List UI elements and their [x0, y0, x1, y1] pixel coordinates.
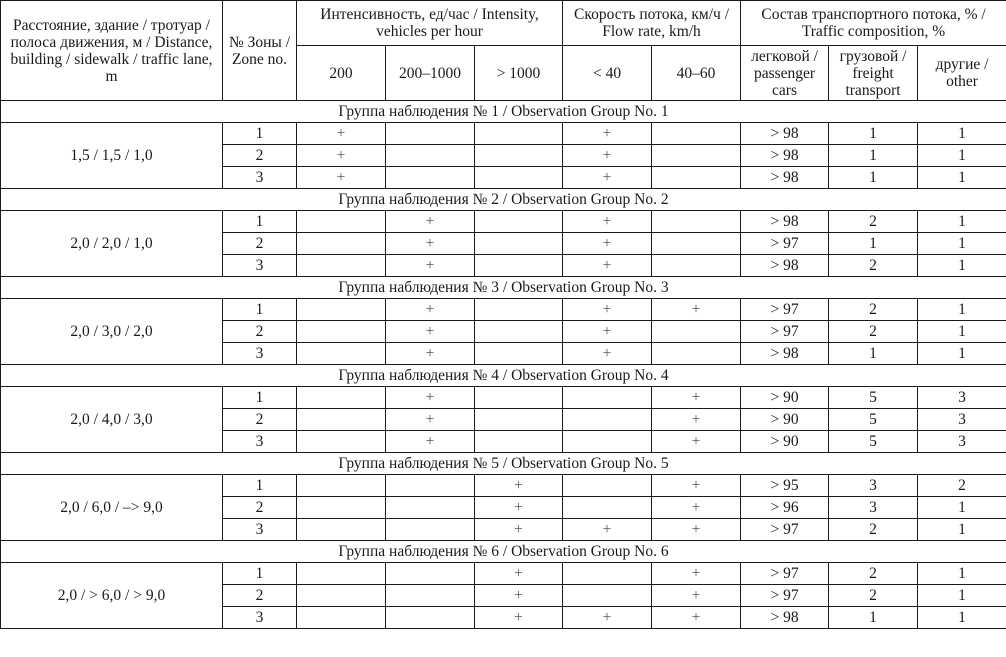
intensity-over-1000-cell: [475, 387, 563, 409]
other-cell: 1: [918, 585, 1006, 607]
passenger-cars-cell: > 90: [741, 409, 829, 431]
intensity-200-1000-cell: [386, 145, 475, 167]
passenger-cars-cell: > 97: [741, 233, 829, 255]
header-passenger-cars: легковой / passenger cars: [741, 46, 829, 101]
speed-under-40-cell: +: [563, 233, 652, 255]
intensity-over-1000-cell: [475, 343, 563, 365]
intensity-200-1000-cell: +: [386, 299, 475, 321]
speed-40-60-cell: +: [652, 497, 741, 519]
speed-40-60-cell: [652, 233, 741, 255]
freight-cell: 1: [829, 145, 918, 167]
zone-cell: 2: [223, 409, 297, 431]
intensity-over-1000-cell: +: [475, 475, 563, 497]
zone-cell: 1: [223, 387, 297, 409]
passenger-cars-cell: > 97: [741, 321, 829, 343]
speed-under-40-cell: +: [563, 167, 652, 189]
zone-cell: 3: [223, 255, 297, 277]
intensity-200-cell: [297, 299, 386, 321]
group-header-row: [1, 365, 1006, 387]
speed-40-60-cell: [652, 255, 741, 277]
intensity-200-cell: [297, 431, 386, 453]
zone-cell: 1: [223, 563, 297, 585]
intensity-200-cell: [297, 585, 386, 607]
other-cell: 1: [918, 255, 1006, 277]
header-speed-40-60: 40–60: [652, 46, 741, 101]
header-freight-transport: грузовой / freight transport: [829, 46, 918, 101]
intensity-200-1000-cell: +: [386, 211, 475, 233]
passenger-cars-cell: > 98: [741, 607, 829, 629]
zone-cell: 3: [223, 431, 297, 453]
passenger-cars-cell: > 98: [741, 211, 829, 233]
speed-under-40-cell: [563, 409, 652, 431]
speed-40-60-cell: +: [652, 299, 741, 321]
group-title: Группа наблюдения № 5 / Observation Group No. 5: [1, 453, 1006, 475]
table-row: [1, 475, 1006, 497]
distance-cell: 2,0 / 6,0 / –> 9,0: [1, 475, 223, 541]
intensity-200-1000-cell: [386, 519, 475, 541]
passenger-cars-cell: > 96: [741, 497, 829, 519]
intensity-200-cell: [297, 343, 386, 365]
speed-under-40-cell: +: [563, 299, 652, 321]
header-distance: Расстояние, здание / тротуар / полоса движения, м / Distance, building / sidewalk / traffic lane, m: [1, 1, 223, 101]
freight-cell: 5: [829, 387, 918, 409]
zone-cell: 1: [223, 299, 297, 321]
intensity-200-1000-cell: +: [386, 343, 475, 365]
freight-cell: 1: [829, 167, 918, 189]
group-header-row: [1, 277, 1006, 299]
distance-cell: 2,0 / 4,0 / 3,0: [1, 387, 223, 453]
intensity-200-1000-cell: +: [386, 321, 475, 343]
other-cell: 1: [918, 607, 1006, 629]
speed-under-40-cell: [563, 563, 652, 585]
zone-cell: 2: [223, 233, 297, 255]
intensity-over-1000-cell: [475, 431, 563, 453]
intensity-200-1000-cell: [386, 167, 475, 189]
table-row: [1, 387, 1006, 409]
other-cell: 1: [918, 123, 1006, 145]
intensity-over-1000-cell: +: [475, 563, 563, 585]
speed-under-40-cell: +: [563, 211, 652, 233]
passenger-cars-cell: > 98: [741, 167, 829, 189]
header-intensity-200: 200: [297, 46, 386, 101]
header-composition: Состав транспортного потока, % / Traffic composition, %: [741, 1, 1006, 46]
passenger-cars-cell: > 97: [741, 299, 829, 321]
zone-cell: 3: [223, 607, 297, 629]
speed-under-40-cell: [563, 585, 652, 607]
zone-cell: 3: [223, 167, 297, 189]
speed-under-40-cell: +: [563, 607, 652, 629]
header-speed-under-40: < 40: [563, 46, 652, 101]
other-cell: 1: [918, 211, 1006, 233]
header-intensity: Интенсивность, ед/час / Intensity, vehicles per hour: [297, 1, 563, 46]
distance-cell: 2,0 / 2,0 / 1,0: [1, 211, 223, 277]
intensity-200-cell: [297, 497, 386, 519]
other-cell: 3: [918, 409, 1006, 431]
other-cell: 3: [918, 387, 1006, 409]
intensity-over-1000-cell: [475, 211, 563, 233]
speed-under-40-cell: +: [563, 255, 652, 277]
speed-40-60-cell: +: [652, 475, 741, 497]
other-cell: 1: [918, 145, 1006, 167]
group-header-row: [1, 101, 1006, 123]
speed-40-60-cell: +: [652, 607, 741, 629]
freight-cell: 1: [829, 123, 918, 145]
header-intensity-over-1000: > 1000: [475, 46, 563, 101]
speed-40-60-cell: +: [652, 519, 741, 541]
intensity-over-1000-cell: [475, 255, 563, 277]
zone-cell: 1: [223, 123, 297, 145]
speed-40-60-cell: [652, 321, 741, 343]
intensity-over-1000-cell: [475, 321, 563, 343]
speed-40-60-cell: +: [652, 409, 741, 431]
intensity-200-cell: +: [297, 145, 386, 167]
other-cell: 1: [918, 497, 1006, 519]
intensity-200-1000-cell: +: [386, 409, 475, 431]
intensity-200-cell: [297, 475, 386, 497]
speed-under-40-cell: [563, 387, 652, 409]
zone-cell: 1: [223, 211, 297, 233]
other-cell: 1: [918, 299, 1006, 321]
distance-cell: 2,0 / > 6,0 / > 9,0: [1, 563, 223, 629]
speed-40-60-cell: [652, 145, 741, 167]
group-title: Группа наблюдения № 1 / Observation Group No. 1: [1, 101, 1006, 123]
freight-cell: 2: [829, 321, 918, 343]
table-row: [1, 211, 1006, 233]
intensity-200-cell: [297, 607, 386, 629]
intensity-200-1000-cell: [386, 497, 475, 519]
intensity-200-1000-cell: [386, 475, 475, 497]
passenger-cars-cell: > 97: [741, 563, 829, 585]
table-row: [1, 123, 1006, 145]
speed-40-60-cell: [652, 123, 741, 145]
header-speed: Скорость потока, км/ч / Flow rate, km/h: [563, 1, 741, 46]
passenger-cars-cell: > 98: [741, 145, 829, 167]
freight-cell: 2: [829, 211, 918, 233]
other-cell: 1: [918, 167, 1006, 189]
intensity-over-1000-cell: [475, 145, 563, 167]
speed-under-40-cell: +: [563, 343, 652, 365]
group-title: Группа наблюдения № 4 / Observation Group No. 4: [1, 365, 1006, 387]
speed-under-40-cell: [563, 431, 652, 453]
intensity-200-1000-cell: +: [386, 387, 475, 409]
speed-under-40-cell: [563, 497, 652, 519]
other-cell: 1: [918, 321, 1006, 343]
speed-under-40-cell: +: [563, 145, 652, 167]
speed-40-60-cell: [652, 167, 741, 189]
intensity-200-1000-cell: +: [386, 431, 475, 453]
intensity-200-cell: [297, 563, 386, 585]
passenger-cars-cell: > 98: [741, 343, 829, 365]
speed-under-40-cell: +: [563, 123, 652, 145]
group-title: Группа наблюдения № 3 / Observation Group No. 3: [1, 277, 1006, 299]
intensity-200-cell: [297, 409, 386, 431]
intensity-over-1000-cell: [475, 167, 563, 189]
intensity-200-cell: [297, 211, 386, 233]
zone-cell: 2: [223, 585, 297, 607]
freight-cell: 2: [829, 255, 918, 277]
freight-cell: 1: [829, 607, 918, 629]
other-cell: 3: [918, 431, 1006, 453]
group-header-row: [1, 189, 1006, 211]
group-title: Группа наблюдения № 6 / Observation Group No. 6: [1, 541, 1006, 563]
distance-cell: 2,0 / 3,0 / 2,0: [1, 299, 223, 365]
zone-cell: 2: [223, 145, 297, 167]
other-cell: 1: [918, 233, 1006, 255]
intensity-200-cell: +: [297, 123, 386, 145]
intensity-over-1000-cell: +: [475, 607, 563, 629]
passenger-cars-cell: > 97: [741, 585, 829, 607]
group-header-row: [1, 541, 1006, 563]
zone-cell: 2: [223, 497, 297, 519]
group-title: Группа наблюдения № 2 / Observation Group No. 2: [1, 189, 1006, 211]
intensity-over-1000-cell: +: [475, 585, 563, 607]
intensity-200-1000-cell: [386, 123, 475, 145]
intensity-over-1000-cell: [475, 233, 563, 255]
intensity-over-1000-cell: +: [475, 519, 563, 541]
speed-40-60-cell: +: [652, 431, 741, 453]
zone-cell: 2: [223, 321, 297, 343]
freight-cell: 2: [829, 299, 918, 321]
speed-40-60-cell: +: [652, 387, 741, 409]
freight-cell: 1: [829, 233, 918, 255]
intensity-200-cell: [297, 233, 386, 255]
zone-cell: 1: [223, 475, 297, 497]
intensity-200-cell: +: [297, 167, 386, 189]
freight-cell: 1: [829, 343, 918, 365]
header-zone: № Зоны / Zone no.: [223, 1, 297, 101]
other-cell: 1: [918, 519, 1006, 541]
freight-cell: 3: [829, 475, 918, 497]
other-cell: 1: [918, 343, 1006, 365]
intensity-over-1000-cell: [475, 299, 563, 321]
passenger-cars-cell: > 90: [741, 387, 829, 409]
speed-40-60-cell: [652, 211, 741, 233]
freight-cell: 3: [829, 497, 918, 519]
speed-40-60-cell: [652, 343, 741, 365]
other-cell: 2: [918, 475, 1006, 497]
intensity-200-cell: [297, 519, 386, 541]
intensity-200-1000-cell: [386, 607, 475, 629]
intensity-over-1000-cell: +: [475, 497, 563, 519]
header-intensity-200-1000: 200–1000: [386, 46, 475, 101]
freight-cell: 2: [829, 563, 918, 585]
passenger-cars-cell: > 98: [741, 255, 829, 277]
passenger-cars-cell: > 97: [741, 519, 829, 541]
intensity-200-cell: [297, 387, 386, 409]
zone-cell: 3: [223, 519, 297, 541]
other-cell: 1: [918, 563, 1006, 585]
intensity-200-1000-cell: [386, 563, 475, 585]
intensity-over-1000-cell: [475, 409, 563, 431]
group-header-row: [1, 453, 1006, 475]
speed-40-60-cell: +: [652, 563, 741, 585]
passenger-cars-cell: > 98: [741, 123, 829, 145]
intensity-200-1000-cell: [386, 585, 475, 607]
distance-cell: 1,5 / 1,5 / 1,0: [1, 123, 223, 189]
intensity-200-1000-cell: +: [386, 233, 475, 255]
intensity-200-1000-cell: +: [386, 255, 475, 277]
speed-under-40-cell: +: [563, 519, 652, 541]
freight-cell: 5: [829, 409, 918, 431]
zone-cell: 3: [223, 343, 297, 365]
table-row: [1, 299, 1006, 321]
speed-under-40-cell: +: [563, 321, 652, 343]
passenger-cars-cell: > 95: [741, 475, 829, 497]
header-other: другие / other: [918, 46, 1006, 101]
intensity-200-cell: [297, 255, 386, 277]
intensity-over-1000-cell: [475, 123, 563, 145]
freight-cell: 2: [829, 585, 918, 607]
freight-cell: 2: [829, 519, 918, 541]
intensity-200-cell: [297, 321, 386, 343]
speed-40-60-cell: +: [652, 585, 741, 607]
passenger-cars-cell: > 90: [741, 431, 829, 453]
table-body: [1, 101, 1006, 629]
freight-cell: 5: [829, 431, 918, 453]
table-row: [1, 563, 1006, 585]
speed-under-40-cell: [563, 475, 652, 497]
